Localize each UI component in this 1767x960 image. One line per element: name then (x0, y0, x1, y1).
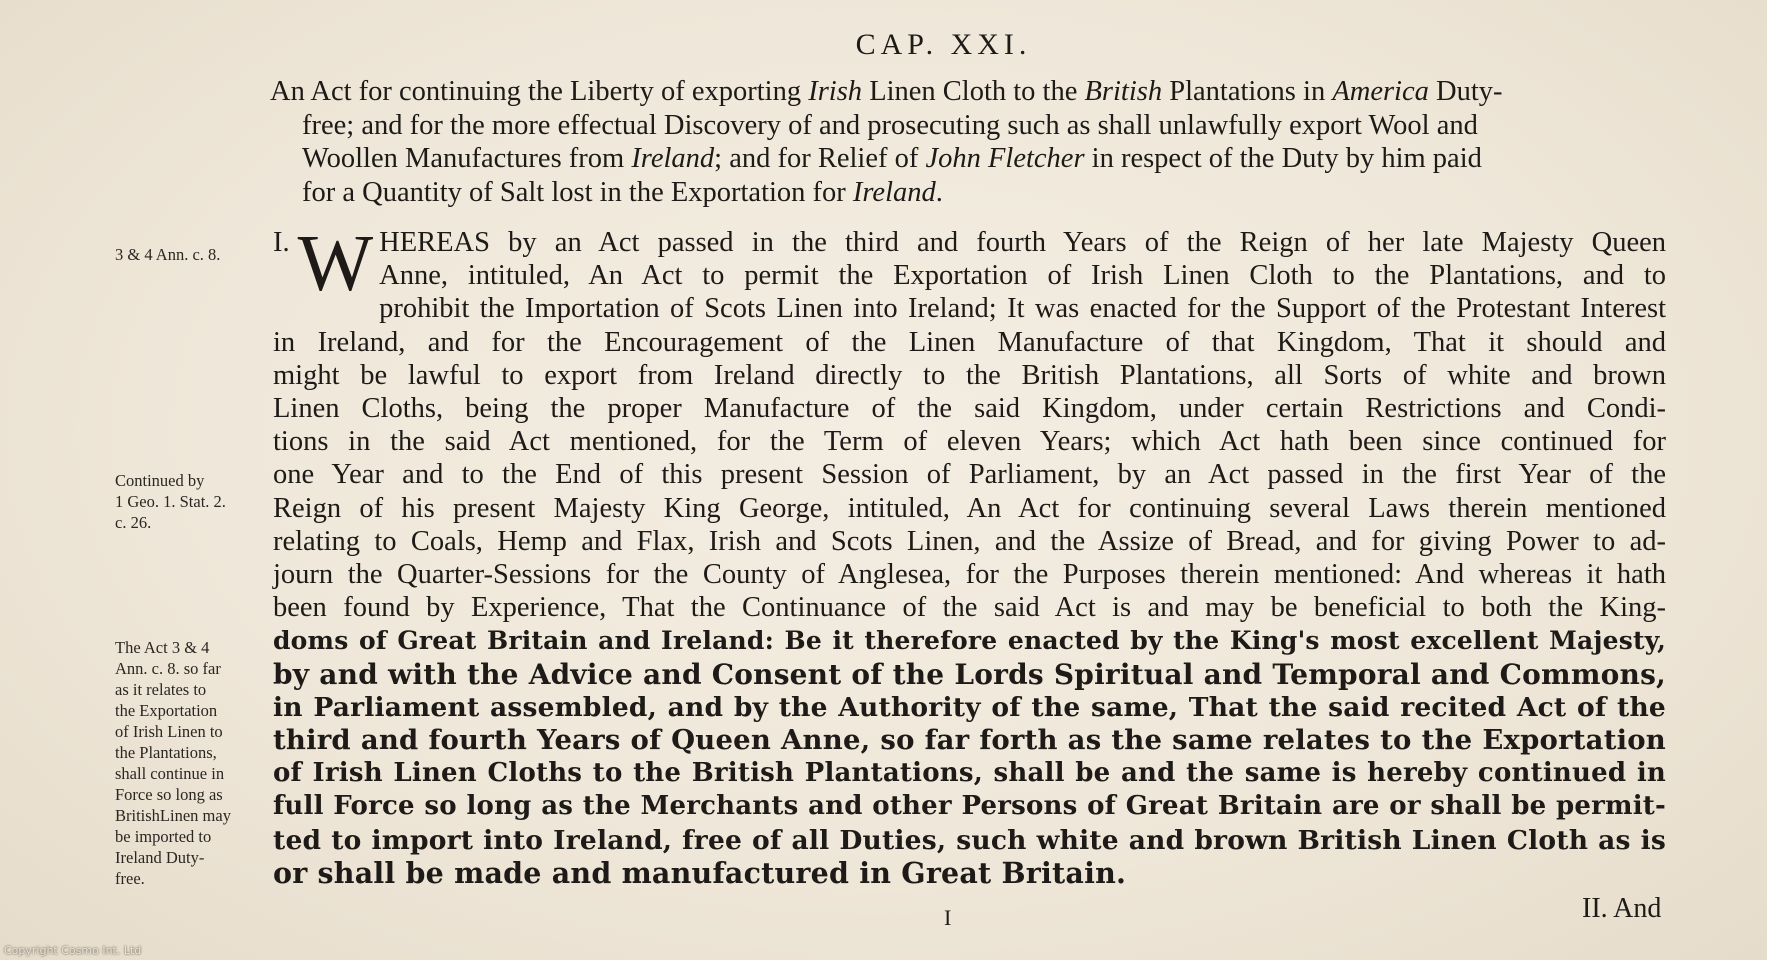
body-line: relating to Coals, Hemp and Flax, Irish and Scots Linen, and the Assize of Bread, and for giving Power to ad- (273, 525, 1666, 557)
bleed-through-text (360, 0, 1740, 12)
body-line: in Ireland, and for the Encouragement of the Linen Manufacture of that Kingdom, That it should and (273, 326, 1666, 358)
summary-line-1: An Act for continuing the Liberty of exporting Irish Linen Cloth to the British Plantations in America Duty- (270, 76, 1503, 107)
body-line-blackletter: in Parliament assembled, and by the Authority of the same, That the said recited Act of the (273, 691, 1666, 723)
margin-note-continued: Continued by 1 Geo. 1. Stat. 2. c. 26. (115, 471, 226, 532)
body-line: Reign of his present Majesty King George, intituled, An Act for continuing several Laws therein mentioned (273, 492, 1666, 524)
body-line: might be lawful to export from Ireland directly to the British Plantations, all Sorts of white and brown (273, 359, 1666, 391)
copyright-watermark: Copyright Cosmo Int. Ltd (4, 944, 142, 957)
margin-note-provision: The Act 3 & 4 Ann. c. 8. so far as it relates to the Exportation of Irish Linen to the Plantations, shall continue in Force so long as BritishLinen may be imported to Ireland Duty- free. (115, 638, 231, 888)
body-line-blackletter: of Irish Linen Cloths to the British Plantations, shall be and the same is hereby continued in (273, 758, 1666, 789)
body-line: HEREAS by an Act passed in the third and fourth Years of the Reign of her late Majesty Queen (379, 227, 1666, 258)
body-line: Linen Cloths, being the proper Manufacture of the said Kingdom, under certain Restrictions and Condi- (273, 393, 1666, 425)
summary-line-4: for a Quantity of Salt lost in the Exportation for Ireland. (302, 176, 943, 208)
body-line: one Year and to the End of this present Session of Parliament, by an Act passed in the first Year of the (273, 459, 1666, 491)
act-summary (270, 75, 1660, 209)
body-line: prohibit the Importation of Scots Linen into Ireland; It was enacted for the Support of the Protestant Interest (379, 293, 1666, 325)
margin-note-citation: 3 & 4 Ann. c. 8. (115, 245, 221, 264)
signature-mark: I (944, 905, 952, 930)
body-line-blackletter: ted to import into Ireland, free of all Duties, such white and brown British Linen Cloth as is (273, 824, 1666, 856)
chapter-heading: CAP. XXI. (855, 28, 1032, 61)
body-line-blackletter: full Force so long as the Merchants and other Persons of Great Britain are or shall be permit- (273, 791, 1666, 822)
body-line-blackletter: by and with the Advice and Consent of the Lords Spiritual and Temporal and Commons, (273, 657, 1666, 691)
body-line: journ the Quarter-Sessions for the County of Anglesea, for the Purposes therein mentioned: And whereas it hath (273, 559, 1666, 591)
drop-cap: W (297, 220, 374, 308)
summary-line-3: Woollen Manufactures from Ireland; and for Relief of John Fletcher in respect of the Duty by him paid (302, 143, 1482, 174)
body-line: been found by Experience, That the Continuance of the said Act is and may be beneficial to both the King- (273, 592, 1666, 624)
section-number: I. (273, 227, 290, 258)
body-line-blackletter: third and fourth Years of Queen Anne, so far forth as the same relates to the Exportation (273, 724, 1666, 757)
body-line: Anne, intituled, An Act to permit the Exportation of Irish Linen Cloth to the Plantations, and to (379, 260, 1666, 292)
body-line-blackletter: or shall be made and manufactured in Great Britain. (273, 855, 1127, 890)
act-body (273, 220, 1666, 890)
body-line-blackletter: doms of Great Britain and Ireland: Be it therefore enacted by the King's most excellent Majesty, (273, 626, 1666, 656)
body-line: tions in the said Act mentioned, for the Term of eleven Years; which Act hath been since continued for (273, 426, 1666, 458)
summary-line-2: free; and for the more effectual Discovery of and prosecuting such as shall unlawfully export Wool and (302, 109, 1478, 141)
catchword: II. And (1582, 893, 1662, 924)
